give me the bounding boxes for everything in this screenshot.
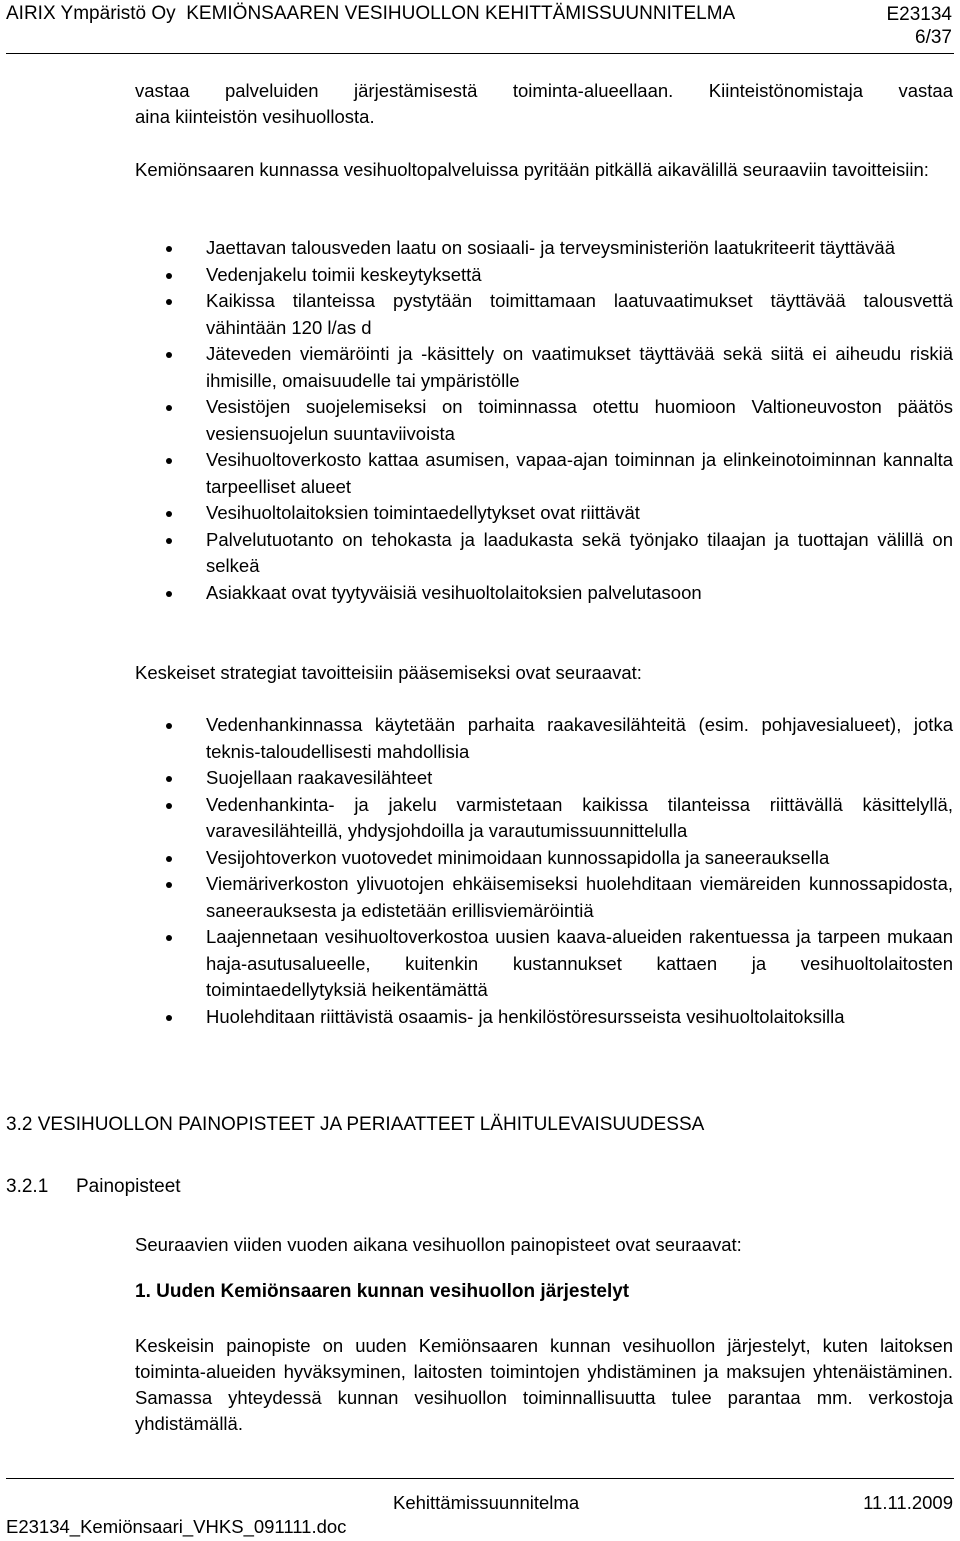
- page-number: 6/37: [915, 27, 952, 48]
- goals-list: [163, 235, 953, 606]
- header-code: E23134: [886, 4, 952, 25]
- list-item: Vedenjakelu toimii keskeytyksettä: [163, 262, 953, 289]
- footer-doc-type: Kehittämissuunnitelma: [393, 1492, 580, 1513]
- footer-divider: [6, 1478, 954, 1479]
- intro-p1-line-1: vastaa palveluiden järjestämisestä toiminta-alueellaan. Kiinteistönomistaja vastaa: [135, 80, 953, 101]
- section-heading: 3.2 VESIHUOLLON PAINOPISTEET JA PERIAATTEET LÄHITULEVAISUUDESSA: [6, 1114, 705, 1135]
- list-item: Vedenhankinnassa käytetään parhaita raakavesilähteitä (esim. pohjavesialueet), jotka teknis-taloudellisesti mahdollisia: [163, 712, 953, 765]
- section-body: Keskeisin painopiste on uuden Kemiönsaaren kunnan vesihuollon järjestelyt, kuten laitoksen toiminta-alueiden hyväksyminen, laitosten toimintojen yhdistäminen ja maksujen yhtenäistäminen. Samassa yhteydessä kunnan vesihuollon toiminnallisuutta tulee parantaa mm. verkostoja yhdistämällä.: [135, 1335, 953, 1434]
- subsection-heading: [6, 1176, 181, 1198]
- list-item: Asiakkaat ovat tyytyväisiä vesihuoltolaitoksien palvelutasoon: [163, 580, 953, 607]
- list-item: Palvelutuotanto on tehokasta ja laadukasta sekä työnjako tilaajan ja tuottajan välillä on selkeä: [163, 527, 953, 580]
- list-item: Vedenhankinta- ja jakelu varmistetaan kaikissa tilanteissa riittävällä käsittelyllä, varavesilähteillä, yhdysjohdoilla ja varautumissuunnittelulla: [163, 792, 953, 845]
- list-item: Vesihuoltoverkosto kattaa asumisen, vapaa-ajan toiminnan ja elinkeinotoiminnan kannalta tarpeelliset alueet: [163, 447, 953, 500]
- list-item: Jäteveden viemäröinti ja -käsittely on vaatimukset täyttävää sekä siitä ei aiheudu riskiä ihmisille, omaisuudelle tai ympäristölle: [163, 341, 953, 394]
- header-right: [886, 3, 952, 49]
- intro-paragraph-1: [135, 78, 953, 130]
- subsection-number: 3.2.1: [6, 1176, 49, 1197]
- strategies-list: [163, 712, 953, 1030]
- list-item: Vesihuoltolaitoksien toimintaedellytykset ovat riittävät: [163, 500, 953, 527]
- strategies-intro: Keskeiset strategiat tavoitteisiin pääsemiseksi ovat seuraavat:: [135, 662, 642, 683]
- list-item: Viemäriverkoston ylivuotojen ehkäisemiseksi huolehditaan viemäreiden kunnossapidosta, saneerauksesta ja edistetään erillisviemäröintiä: [163, 871, 953, 924]
- footer-filename: E23134_Kemiönsaari_VHKS_091111.doc: [6, 1516, 347, 1537]
- header-title: KEMIÖNSAAREN VESIHUOLLON KEHITTÄMISSUUNNITELMA: [186, 3, 736, 24]
- intro-paragraph-2: Kemiönsaaren kunnassa vesihuoltopalveluissa pyritään pitkällä aikavälillä seuraaviin tavoitteisiin:: [135, 159, 929, 180]
- footer-date: 11.11.2009: [863, 1492, 953, 1513]
- list-item: Jaettavan talousveden laatu on sosiaali- ja terveysministeriön laatukriteerit täyttävää: [163, 235, 953, 262]
- list-item: Suojellaan raakavesilähteet: [163, 765, 953, 792]
- header-left: [6, 3, 735, 25]
- list-item: Vesistöjen suojelemiseksi on toiminnassa otettu huomioon Valtioneuvoston päätös vesiensuojelun suuntaviivoista: [163, 394, 953, 447]
- subsection-title: Painopisteet: [76, 1176, 181, 1197]
- list-item: Vesijohtoverkon vuotovedet minimoidaan kunnossapidolla ja saneerauksella: [163, 845, 953, 872]
- numbered-heading: 1. Uuden Kemiönsaaren kunnan vesihuollon järjestelyt: [135, 1281, 630, 1302]
- intro-p1-line-2: aina kiinteistön vesihuollosta.: [135, 106, 375, 127]
- list-item: Huolehditaan riittävistä osaamis- ja henkilöstöresursseista vesihuoltolaitoksilla: [163, 1004, 953, 1031]
- header-divider: [6, 53, 954, 54]
- section-lead: Seuraavien viiden vuoden aikana vesihuollon painopisteet ovat seuraavat:: [135, 1234, 742, 1255]
- list-item: Kaikissa tilanteissa pystytään toimittamaan laatuvaatimukset täyttävää talousvettä vähintään 120 l/as d: [163, 288, 953, 341]
- header-company: AIRIX Ympäristö Oy: [6, 3, 176, 24]
- list-item: Laajennetaan vesihuoltoverkostoa uusien kaava-alueiden rakentuessa ja tarpeen mukaan haja-asutusalueelle, kuitenkin kustannukset kattaen ja vesihuoltolaitosten toimintaedellytyksiä heikentämättä: [163, 924, 953, 1004]
